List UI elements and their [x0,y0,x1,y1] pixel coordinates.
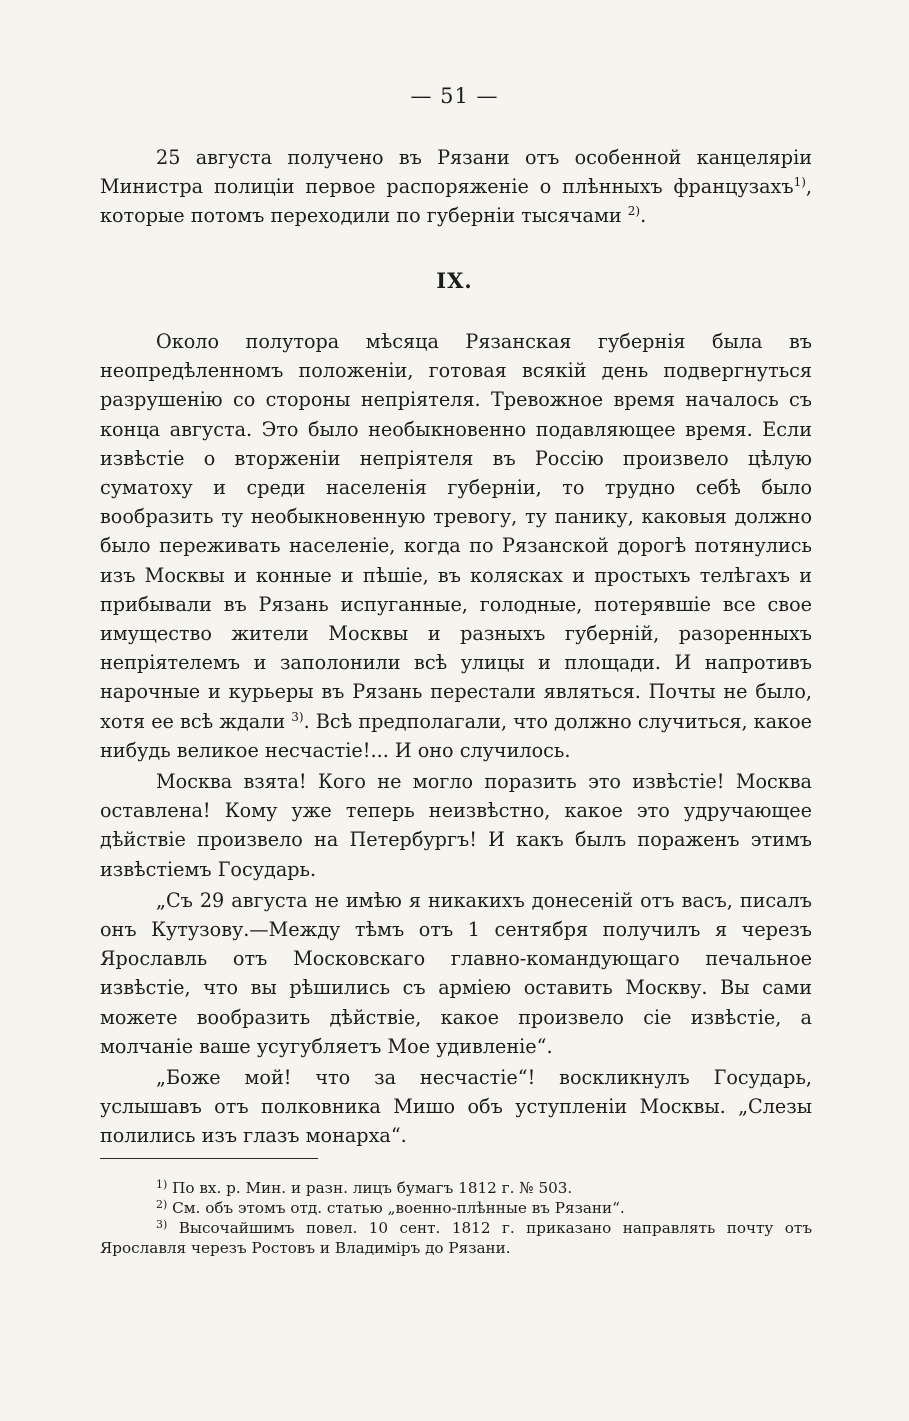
footnote-reference: 2) [627,204,641,219]
footnotes [100,1178,812,1258]
footnote [100,1178,812,1198]
paragraph-text: „Съ 29 августа не имѣю я никакихъ донесеній отъ васъ, писалъ онъ Кутузову.—Между тѣмъ отъ 1 сентября получилъ я черезъ Ярославль отъ Московскаго главно-командующаго печальное извѣстіе, что вы рѣшились съ арміею оставить Москву. Вы сами можете вообразить дѣйствіе, какое произвело сіе извѣстіе, а молчаніе ваше усугубляетъ Мое удивленіе“. [100,888,812,1058]
paragraph [100,1063,812,1151]
paragraph-text: . [640,204,647,228]
footnote [100,1218,812,1258]
footnote [100,1198,812,1218]
section-heading: IX. [436,268,473,293]
footnote-mark: 3) [156,1218,168,1231]
footnote-mark: 2) [156,1198,168,1211]
paragraph-text: Около полутора мѣсяца Рязанская губернія была въ неопредѣленномъ положеніи, готовая всякій день подвергнуться разрушенію со стороны непріятеля. Тревожное время началось съ конца августа. Это было необыкновенно подавляющее время. Если извѣстіе о вторженіи непріятеля въ Россію произвело цѣлую суматоху и среди населенія губерніи, то трудно себѣ было вообразить ту необыкновенную тревогу, ту панику, каковыя должно было переживать населеніе, когда по Рязанской дорогѣ потянулись изъ Москвы и конные и пѣшіе, въ колясках и простыхъ телѣгахъ и прибывали въ Рязань испуганные, голодные, потерявшіе все свое имущество жители Москвы и разныхъ губерній, разоренныхъ непріятелемъ и заполонили всѣ улицы и площади. И напротивъ нарочные и курьеры въ Рязань перестали являться. Почты не было, хотя ее всѣ ждали [100,330,812,733]
footnote-text: По вх. р. Мин. и разн. лицъ бумагъ 1812 г. № 503. [172,1179,573,1197]
paragraph-text: . Всѣ предполагали, что должно случиться, какое нибудь великое несчастіе!... И оно случилось. [100,709,812,762]
footnote-divider [100,1158,318,1159]
paragraph [100,327,812,765]
paragraph [100,886,812,1061]
intro-paragraph [100,143,812,231]
footnote-reference: 1) [793,175,806,190]
footnote-mark: 1) [156,1178,168,1191]
footnote-text: Высочайшимъ повел. 10 сент. 1812 г. приказано направлять почту отъ Ярославля черезъ Ростовъ и Владиміръ до Рязани. [100,1219,813,1257]
page-number: — 51 — [410,84,499,108]
paragraph-text: „Боже мой! что за несчастіе“! воскликнулъ Государь, услышавъ отъ полковника Мишо объ уступленіи Москвы. „Слезы полились изъ глазъ монарха“. [100,1066,812,1148]
footnote-text: См. объ этомъ отд. статью „военно-плѣнные въ Рязани“. [172,1199,625,1217]
body-text [100,327,812,1153]
paragraph [100,143,812,231]
paragraph-text: 25 августа получено въ Рязани отъ особенной канцеляріи Министра полиціи первое распоряженіе о плѣнныхъ французахъ [100,146,812,199]
paragraph-text: , которые потомъ переходили по губерніи тысячами [100,175,812,228]
paragraph [100,767,812,884]
paragraph-text: Москва взята! Кого не могло поразить это извѣстіе! Москва оставлена! Кому уже теперь неизвѣстно, какое это удручающее дѣйствіе произвело на Петербургъ! И какъ былъ пораженъ этимъ извѣстіемъ Государь. [100,770,812,881]
footnote-reference: 3) [291,709,304,724]
